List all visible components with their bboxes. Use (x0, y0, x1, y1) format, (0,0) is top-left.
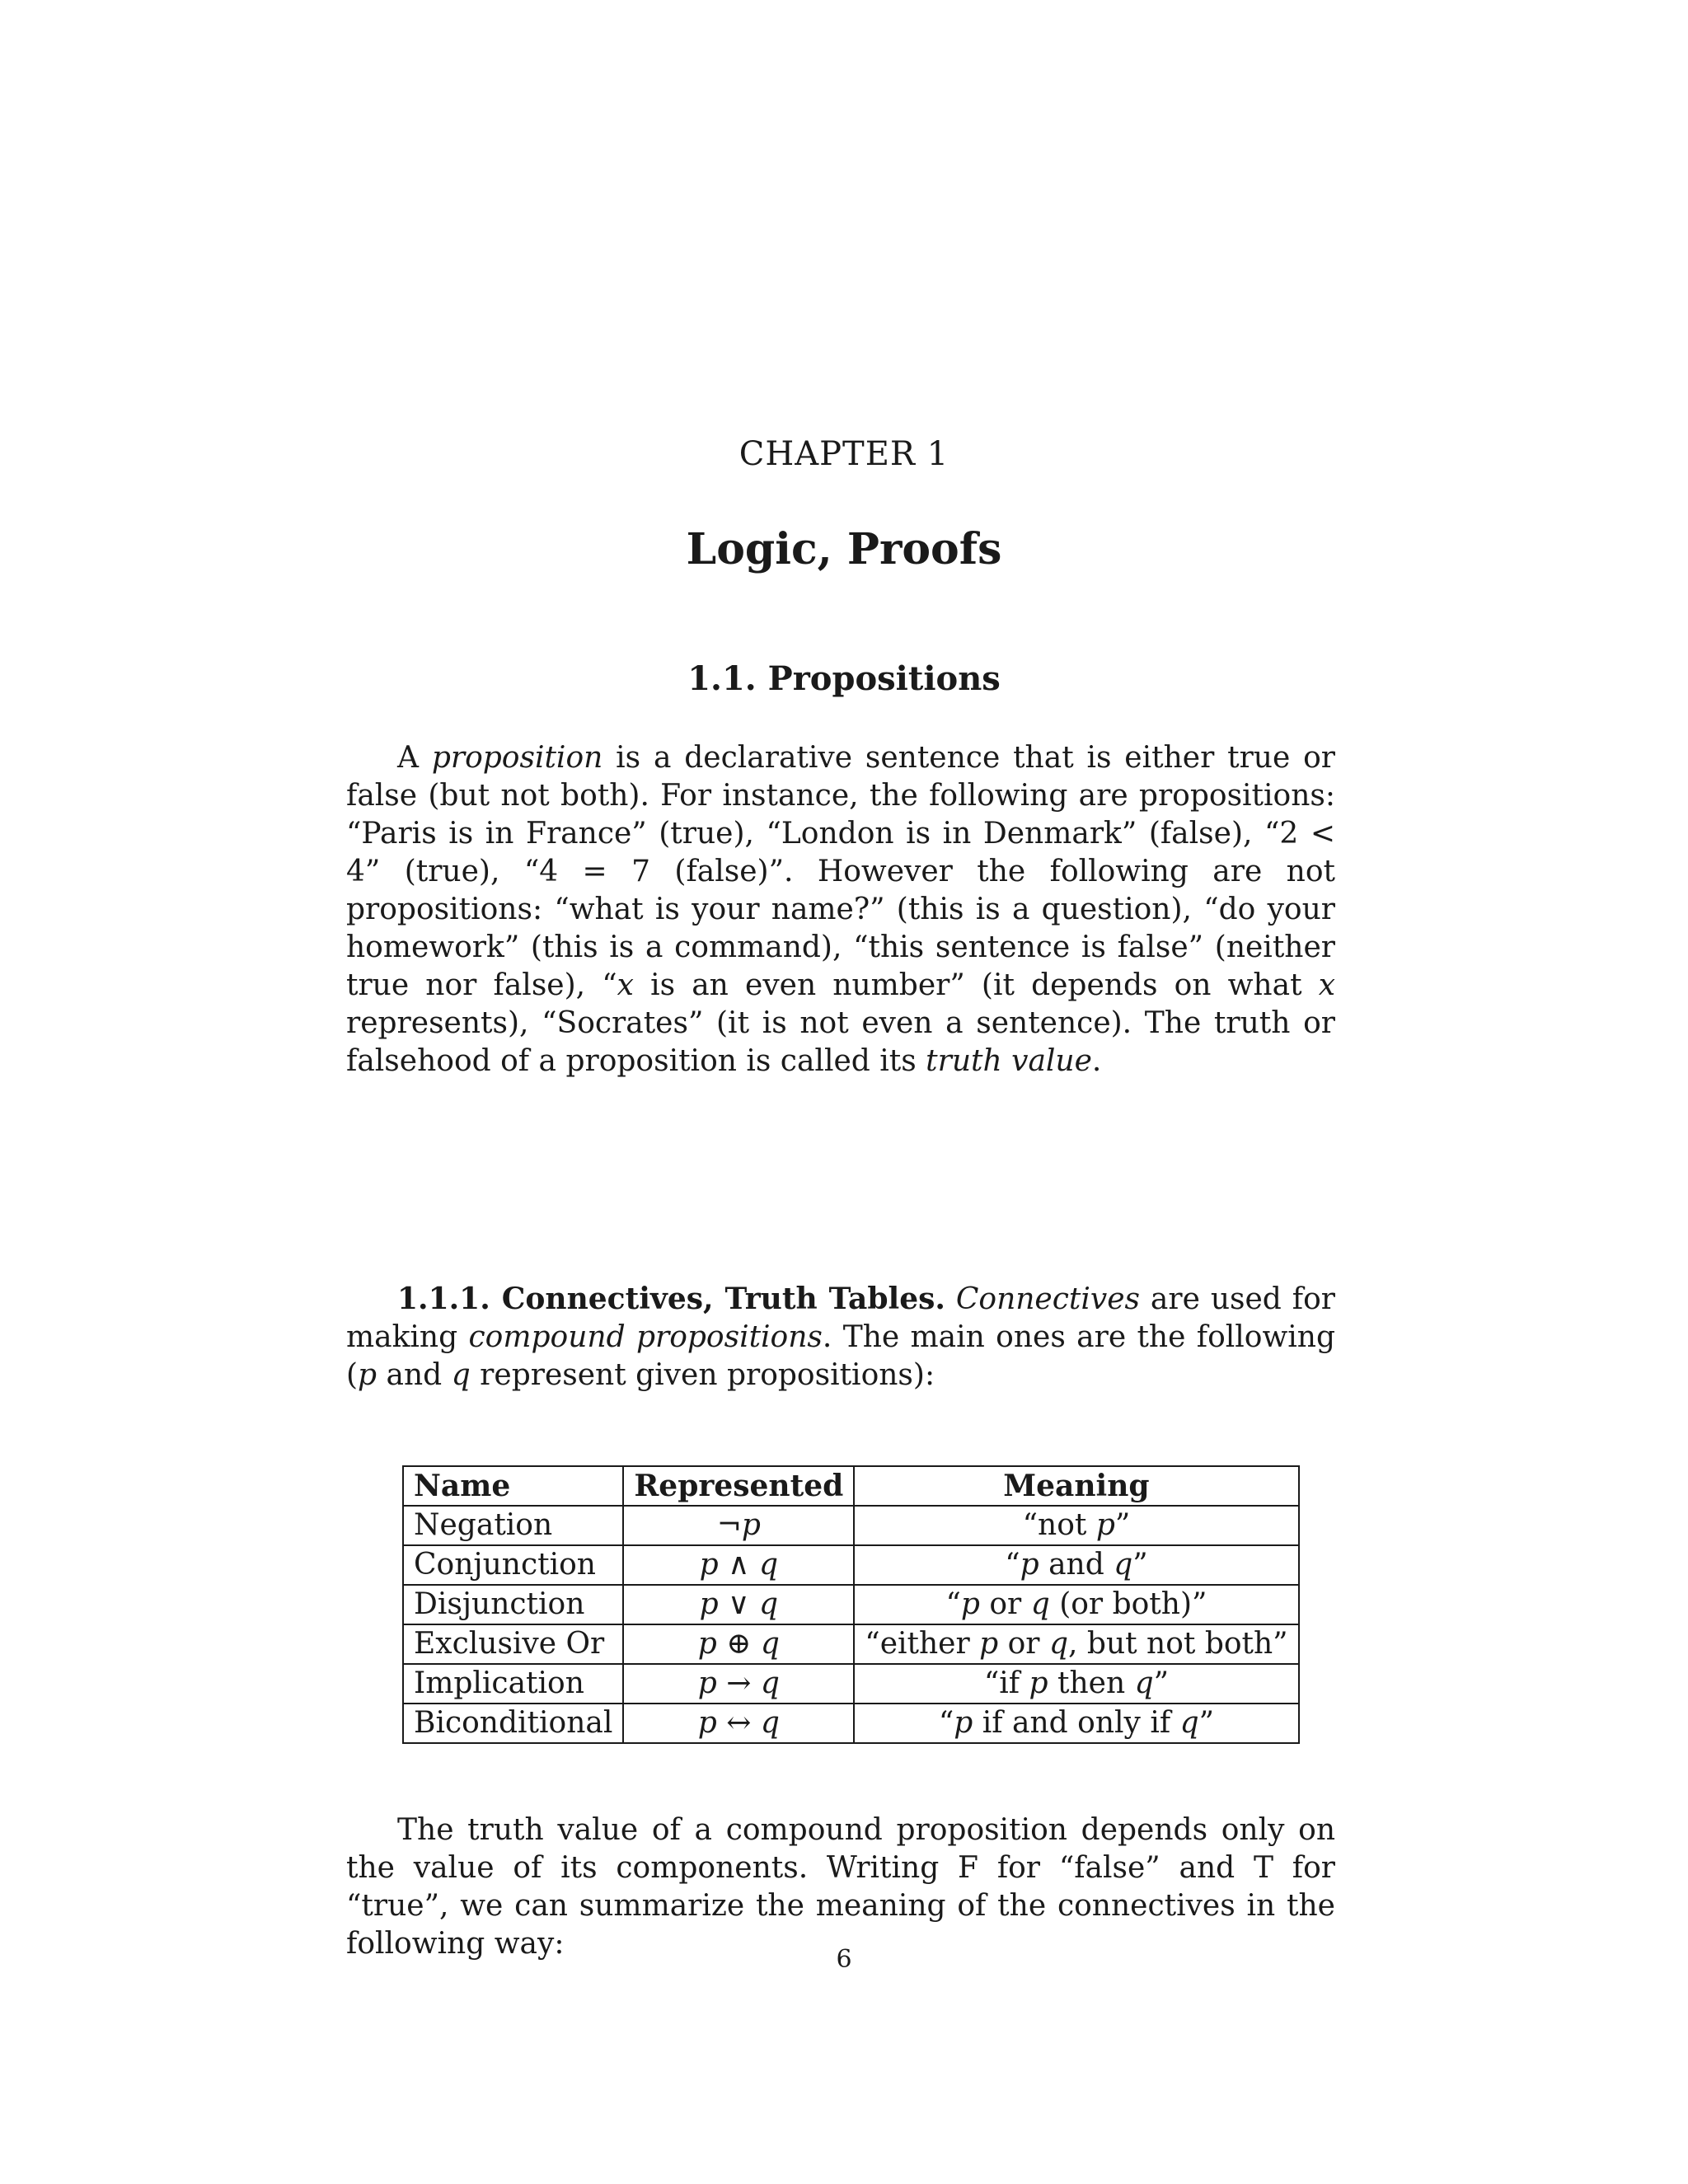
text-run: represent given propositions): (470, 1358, 935, 1392)
variable-x: x (1318, 968, 1335, 1002)
variable-p: p (358, 1358, 377, 1392)
cell-name: Exclusive Or (403, 1624, 623, 1664)
truth-value-paragraph (346, 1811, 1335, 1963)
text-run: and (377, 1358, 452, 1392)
header-meaning: Meaning (854, 1466, 1298, 1506)
table-row (403, 1545, 1299, 1585)
cell-name: Biconditional (403, 1704, 623, 1743)
text-run: A (397, 741, 432, 775)
cell-name: Implication (403, 1664, 623, 1704)
cell-meaning: “not p” (854, 1506, 1298, 1545)
text-run: . The main ones are the following ( (346, 1320, 1336, 1392)
text-run: is a declarative sentence that is either true or false (but not both). For instance, the following are propositions: “Paris is in France” (true), “London is in Denmark” (false), “2 < 4” (true), “4 = 7 (false)”. However the following are not propositions: “what is your name?” (this is a question), “do your homework” (this is a command), “this sentence is false” (neither true nor false), “ (346, 741, 1335, 1002)
section-title: 1.1. Propositions (687, 659, 1001, 698)
connectives-table-container (402, 1465, 1288, 1744)
text-run: represents), “Socrates” (it is not even a sentence). The truth or falsehood of a proposition is called its (346, 1006, 1335, 1078)
cell-meaning: “either p or q, but not both” (854, 1624, 1298, 1664)
cell-meaning: “p if and only if q” (854, 1704, 1298, 1743)
cell-represented: p ⊕ q (623, 1624, 854, 1664)
table-row (403, 1704, 1299, 1743)
table-row (403, 1506, 1299, 1545)
cell-name: Negation (403, 1506, 623, 1545)
term-proposition: proposition (431, 741, 603, 775)
variable-q: q (451, 1358, 471, 1392)
chapter-title: Logic, Proofs (686, 524, 1002, 574)
cell-represented: p → q (623, 1664, 854, 1704)
table-row (403, 1664, 1299, 1704)
page-number: 6 (836, 1945, 852, 1974)
propositions-paragraph (346, 739, 1335, 1080)
header-represented: Represented (623, 1466, 854, 1506)
text-run: . (1091, 1044, 1102, 1078)
chapter-label: CHAPTER 1 (738, 435, 950, 473)
cell-meaning: “p and q” (854, 1545, 1298, 1585)
term-truth-value: truth value (926, 1044, 1092, 1078)
cell-meaning: “if p then q” (854, 1664, 1298, 1704)
cell-represented: p ∧ q (623, 1545, 854, 1585)
header-name: Name (403, 1466, 623, 1506)
table-header-row (403, 1466, 1299, 1506)
subsection-heading: 1.1.1. Connectives, Truth Tables. (397, 1282, 945, 1316)
cell-name: Disjunction (403, 1585, 623, 1624)
cell-represented: p ∨ q (623, 1585, 854, 1624)
variable-x: x (617, 968, 634, 1002)
cell-meaning: “p or q (or both)” (854, 1585, 1298, 1624)
cell-represented: p ↔ q (623, 1704, 854, 1743)
term-compound-propositions: compound propositions (468, 1320, 823, 1354)
connectives-paragraph (346, 1280, 1335, 1394)
table-row (403, 1585, 1299, 1624)
table-row (403, 1624, 1299, 1664)
paragraph-text: The truth value of a compound proposition depends only on the value of its components. Writing F for “false” and T for “true”, we can summarize the meaning of the connectives in the following way: (346, 1813, 1335, 1961)
connectives-table (402, 1465, 1300, 1744)
cell-represented: ¬p (623, 1506, 854, 1545)
cell-name: Conjunction (403, 1545, 623, 1585)
term-connectives: Connectives (955, 1282, 1140, 1316)
text-run: is an even number” (it depends on what (633, 968, 1319, 1002)
text-run: are used for making (346, 1282, 1335, 1354)
